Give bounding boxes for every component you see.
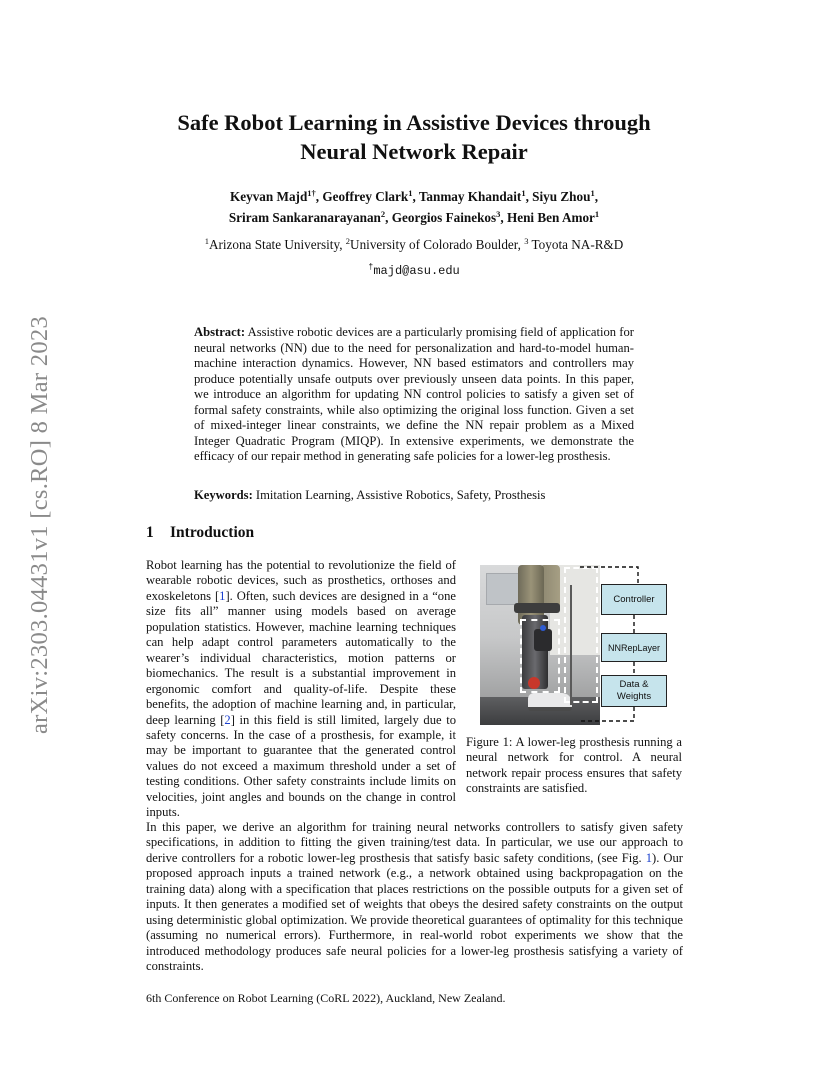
affiliation-text: Toyota NA-R&D <box>528 237 624 252</box>
author-sup: 1 <box>594 209 600 219</box>
abstract-label: Abstract: <box>194 325 246 339</box>
author-sup: 3 <box>496 209 501 219</box>
affiliation-sup: 1 <box>204 236 209 246</box>
intro-text: Robot learning has the potential to revolutionize the field of wearable robotic devices, such as prosthetics, orthoses and exoskeletons [ <box>146 558 456 603</box>
data-weights-block <box>601 675 667 707</box>
figure-1 <box>480 565 680 727</box>
keywords-text: Imitation Learning, Assistive Robotics, Safety, Prosthesis <box>255 488 546 502</box>
keywords <box>194 488 634 504</box>
controller-block <box>601 584 667 615</box>
section-title: Introduction <box>170 524 255 541</box>
paper-title <box>100 108 728 166</box>
data-weights-label-1: Data & <box>619 679 649 690</box>
author-list <box>100 186 728 228</box>
email-sup: † <box>368 262 374 272</box>
title-line-1: Safe Robot Learning in Assistive Devices through <box>177 110 651 135</box>
author-name: Georgios Fainekos <box>391 210 497 225</box>
arxiv-identifier-text: arXiv:2303.04431v1 [cs.RO] 8 Mar 2023 <box>26 315 53 735</box>
author-sup: 2 <box>380 209 386 219</box>
author-name: Tanmay Khandait <box>418 189 522 204</box>
author-name: Siyu Zhou <box>532 189 591 204</box>
citation-link[interactable]: 1 <box>219 588 226 603</box>
author-line-1: Keyvan Majd$^{1\dagger}$, Geoffrey Clark$^1$, Tanmay Khandait$^1$, Siyu Zhou$^1$, <box>229 188 598 204</box>
affiliation-sup: 2 <box>345 236 351 246</box>
controller-label: Controller <box>613 593 655 605</box>
conference-footer: 6th Conference on Robot Learning (CoRL 2022), Auckland, New Zealand. <box>146 991 506 1005</box>
affiliation-text: University of Colorado Boulder, <box>350 237 525 252</box>
abstract <box>194 325 634 465</box>
section-heading <box>146 524 254 542</box>
email-text: majd@asu.edu <box>373 264 460 278</box>
author-name: Heni Ben Amor <box>506 210 595 225</box>
intro-text: In this paper, we derive an algorithm for training neural networks controllers to satisfy given safety specifications, in addition to fitting the given training/test data. In particular, we use our approach to derive controllers for a robotic lower-leg prosthesis that satisfy basic safety conditions, (see Fig. <box>146 820 683 865</box>
figure-caption: Figure 1: A lower-leg prosthesis running a neural network for control. A neural network repair process ensures that safety constraints are satisfied. <box>466 735 682 796</box>
section-number: 1 <box>146 524 154 541</box>
nnreplayer-label: NNRepLayer <box>607 642 661 653</box>
author-name: Geoffrey Clark <box>322 189 409 204</box>
author-name: Keyvan Majd <box>229 189 308 204</box>
intro-paragraph-2 <box>146 820 683 975</box>
intro-paragraph-1 <box>146 558 456 821</box>
title-line-2: Neural Network Repair <box>300 139 528 164</box>
intro-text: ). Our proposed approach inputs a trained network (e.g., a network obtained using backpropagation on the training data) along with a specification that places restrictions on the possible outputs for a given set of inputs. It then generates a modified set of weights that obeys the desired safety constraints on the output using deterministic global optimization. We provide theoretical guarantees of optimality for this technique (assuming no numerical errors). Furthermore, in real-world robot experiments we show that the introduced methodology produces safe neural policies for a lower-leg prosthesis satisfying a variety of constraints. <box>146 850 683 974</box>
author-sup: 1† <box>307 188 316 198</box>
author-sup: 1 <box>590 188 595 198</box>
figure-ref-link[interactable]: 1 <box>645 850 653 865</box>
intro-text: ] in this field is still limited, largely due to safety concerns. In the case of a prosthesis, for example, it may be important to guarantee that the generated control values do not exceed a maximum threshold under a set of testing conditions. Other safety constraints include limits on velocities, joint angles and bounds on the change in control inputs. <box>146 712 456 820</box>
citation-link[interactable]: 2 <box>224 712 231 727</box>
author-sup: 1 <box>521 188 526 198</box>
affiliation-text: Arizona State University, <box>208 237 346 252</box>
author-name: Sriram Sankaranarayanan <box>228 210 381 225</box>
nnreplayer-block <box>601 633 667 662</box>
abstract-text: Assistive robotic devices are a particularly promising field of application for neural networks (NN) due to the need for personalization and hard-to-model human-machine interaction dynamics. However, NN based estimators and controllers may produce potentially unsafe outputs over previously unseen data points. In this paper, we introduce an algorithm for updating NN control policies to satisfy a given set of formal safety constraints, while also optimizing the original loss function. Given a set of mixed-integer linear constraints, we define the NN repair problem as a Mixed Integer Quadratic Program (MIQP). In extensive experiments, we demonstrate the efficacy of our repair method in generating safe policies for a lower-leg prosthesis. <box>194 325 634 464</box>
data-weights-label-2: Weights <box>616 691 652 702</box>
intro-text: ]. Often, such devices are designed in a “one size fits all” manner using models based on average population statistics. However, machine learning techniques can help adapt control parameters automatically to the wearer’s individual characteristics, motion patterns or biomechanics. The result is a substantial improvement in ergonomic comfort and quality-of-life. Despite these benefits, the adoption of machine learning and, in particular, deep learning [ <box>146 588 456 727</box>
contact-email <box>100 262 728 280</box>
affiliation-sup: 3 <box>524 236 529 246</box>
keywords-label: Keywords: <box>194 488 253 502</box>
author-line-2: Sriram Sankaranarayanan$^2$, Georgios Fainekos$^3$, Heni Ben Amor$^1$ <box>228 209 600 225</box>
affiliations <box>100 236 728 254</box>
arxiv-identifier <box>20 290 60 760</box>
author-sup: 1 <box>408 188 413 198</box>
